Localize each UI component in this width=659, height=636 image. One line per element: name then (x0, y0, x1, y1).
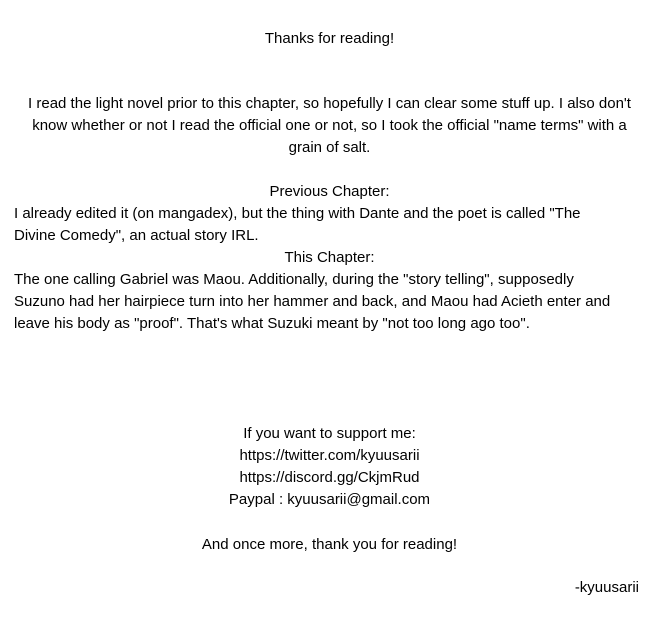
this-chapter-line: Suzuno had her hairpiece turn into her hammer and back, and Maou had Acieth enter and (14, 293, 611, 310)
previous-chapter-heading: Previous Chapter: (269, 183, 390, 200)
paypal-contact: Paypal : kyuusarii@gmail.com (228, 491, 431, 508)
previous-chapter-line: I already edited it (on mangadex), but the thing with Dante and the poet is called "The (14, 205, 581, 222)
signature: -kyuusarii (574, 579, 639, 596)
this-chapter-line: leave his body as "proof". That's what Suzuki meant by "not too long ago too". (14, 315, 530, 332)
this-chapter-paragraph (14, 269, 654, 335)
closing-text: And once more, thank you for reading! (201, 536, 458, 553)
twitter-link[interactable]: https://twitter.com/kyuusarii (239, 447, 420, 464)
previous-chapter-line: Divine Comedy", an actual story IRL. (14, 227, 259, 244)
discord-link[interactable]: https://discord.gg/CkjmRud (239, 469, 420, 486)
intro-paragraph (10, 93, 649, 159)
previous-chapter-paragraph (14, 203, 654, 247)
this-chapter-line: The one calling Gabriel was Maou. Additionally, during the "story telling", supposedly (14, 271, 574, 288)
intro-line: grain of salt. (288, 139, 371, 156)
support-heading: If you want to support me: (243, 425, 416, 442)
intro-line: I read the light novel prior to this chapter, so hopefully I can clear some stuff up. I also don't (28, 95, 631, 112)
this-chapter-heading: This Chapter: (284, 249, 375, 266)
intro-line: know whether or not I read the official one or not, so I took the official "name terms" with a (32, 117, 627, 134)
thanks-heading: Thanks for reading! (264, 30, 395, 47)
support-section (0, 423, 659, 511)
